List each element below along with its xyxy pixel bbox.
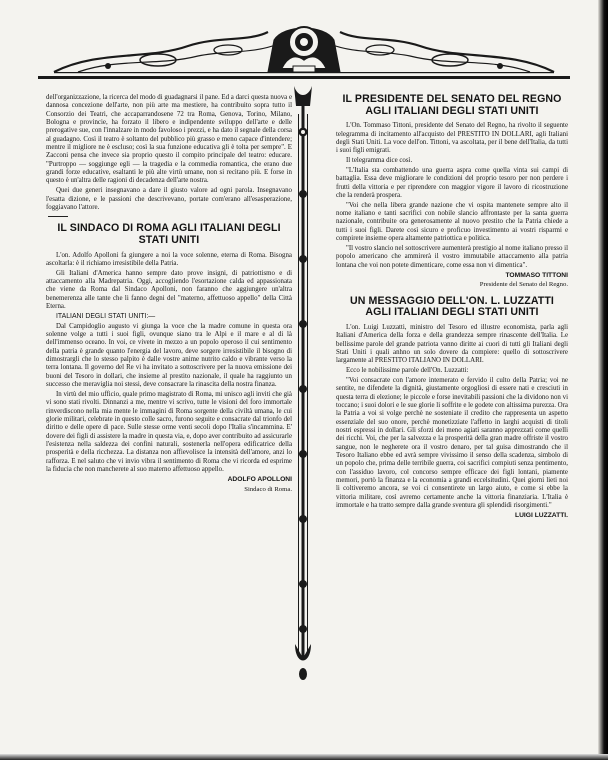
mayor-role: Sindaco di Roma. [244, 485, 292, 493]
left-column [46, 94, 292, 496]
right-column [336, 94, 568, 522]
senate-headline: IL PRESIDENTE DEL SENATO DEL REGNO AGLI ITALIANI DEGLI STATI UNITI [342, 93, 562, 117]
mayor-salutation: ITALIANI DEGLI STATI UNITI:— [56, 312, 156, 320]
page-edge-shadow [598, 0, 608, 760]
mayor-headline: IL SINDACO DI ROMA AGLI ITALIANI DEGLI STATI UNITI [57, 222, 281, 246]
header-ornament [38, 20, 570, 88]
mayor-letter-paragraph: In virtù del mio ufficio, quale primo magistrato di Roma, mi unisco agli inviti che già vi sono stati rivolti. Dinnanzi a me, mentre vi scrivo, tutte le visioni del foro immortale rinverdiscono nella mia mente le immagini di Roma sorgente della civiltà umana, le cui glorie militari, celebrate in questo colle sacro, furono seguite e consacrate dal trionfo del diritto e delle opere di pace. Sulle stesse orme venti secoli dopo l'Italia s'incammina. E' dovere dei figli di assistere la madre in questa via, e, dopo aver contribuito ad assicurarle l'esistenza nella saldezza dei confini naturali, sostenerla nell'opera edificatrice della prosperità e della ricchezza. La distanza non affievolisce la intensità dell'amore, anzi lo rafforza. E nel saluto che vi invio vibra il sentimento di Roma che vi ricorda ed esprime la fiducia che non mancherete al suo materno affettuoso appello. [46, 391, 292, 474]
page-edge-bottom [0, 754, 608, 760]
luzzatti-intro: L'on. Luigi Luzzatti, ministro del Tesoro ed illustre economista, parla agli Italiani d'America della forza e della grandezza sempre rinascente dell'Italia. Le bellissime parole del grande patriota vanno diritte ai cuori di tutti gli Italiani degli Stati Uniti i quali anhno un solo dovere da compiere: quello di sottoscrivere largamente al PRESTITO ITALIANO IN DOLLARI. [336, 323, 568, 365]
mayor-paragraph: L'on. Adolfo Apolloni fa giungere a noi la voce solenne, eterna di Roma. Bisogna ascoltarla: è il richiamo irresistibile della Patria. [46, 251, 292, 267]
senate-intro: L'On. Tommaso Tittoni, presidente del Senato del Regno, ha rivolto il seguente telegramma di incitamento all'acquisto del PRESTITO IN DOLLARI, agli Italiani degli Stati Uniti. La voce dell'on. Tittoni, va ascoltata, per il bene dell'Italia, da tutti i suoi figli emigrati. [336, 122, 568, 155]
mayor-letter-paragraph: Dal Campidoglio augusto vi giunga la voce che la madre comune in questa ora solenne volge a tutti i suoi figli, ovunque siano tra le Alpi e il mare e al di là dell'immenso oceano. In voi, ce vivete in mezzo a un popolo operoso il cui sentimento della patria è grande quanto l'energia del lavoro, deve sorgere irresistibile il bisogno di dimostrargli che lo stesso palpito è dalle vostre anime nutrito caldo e vibrante verso la terra lontana. Il governo del Re vi ha invitato a sottoscrivere per la nuova emissione dei buoni del Tesoro in dollari, che insieme al prestito nazionale, il quale ha raggiunto un successo che meraviglia noi stessi, deve consacrare la rinascita della nostra finanza. [46, 322, 292, 389]
mayor-paragraph: Gli Italiani d'America hanno sempre dato prove insigni, di patriottismo e di attaccamento alla Madrepatria. Oggi, accogliendo l'esortazione calda ed appassionata che viene da Roma dal Sindaco Apolloni, non faranno che aggiungere un'altra benemerenza alle tante che li fanno degni del "materno, affettuoso appello" della Città Eterna. [46, 269, 292, 311]
senate-telegram-paragraph: "L'Italia sta combattendo una guerra aspra come quella vinta sui campi di battaglia. Essa deve migliorare le condizioni del proprio tesoro per non perdere i frutti della vittoria e per riprendere con maggior vigore il lavoro di ricostruzione che la renderà prospera. [336, 166, 568, 199]
senate-telegram-paragraph: "Il vostro slancio nel sottoscrivere aumenterà prestigio al nome italiano presso il popolo americano che ammirerà il vostro immutabile attaccamento alla patria lontana che voi non potete dimenticare, come essa non vi dimentica". [336, 245, 568, 269]
luzzatti-signature: LUIGI LUZZATTI. [515, 511, 568, 519]
senate-telegram-intro: Il telegramma dice così. [346, 157, 413, 165]
mayor-signature: ADOLFO APOLLONI [227, 475, 292, 483]
intro-paragraph: Quei due generi insegnavano a dare il giusto valore ad ogni parola. Insegnavano l'esatta dizione, e le passioni che descrivevano, portate com'erano all'esasperazione, foggiavano l'attore. [46, 187, 292, 211]
senate-signature: TOMMASO TITTONI [505, 271, 568, 279]
section-rule [48, 216, 68, 217]
senate-telegram-paragraph: "Voi che nella libera grande nazione che vi ospita mantenete sempre alto il nome italiano e tanti sacrifici con nobile slancio affrontaste per la santa guerra nazionale, contribuite ora generosamente al nuovo prestito che la Patria chiede a tutti i suoi figli. Darete così sicuro e proficuo investimento ai vostri risparmi e compirete insieme opera altamente patriottica e politica. [336, 201, 568, 243]
luzzatti-message: "Voi consacrate con l'amore intemerato e fervido il culto della Patria; voi ne sentite, ne difendete la dignità, giustamente orgogliosi di essere nati e cresciuti in questa terra di elezione; le piccole e forse inevitabili passioni che la dividono non vi toccano; i suoi dolori e le sue glorie li soffrite e le godete con altissima purezza. Ora la Patria a voi si volge perchè ne sosteniate il credito che rappresenta un aspetto essenziale del suo onore, perchè monetizziate l'affetto in larghi acquisti di titoli nostri espressi in dollari. Gli sforzi dei meno agiati saranno apprezzati come quelli dei ricchi. Voi, che per la salvezza e la prosperità della gran madre offriste il vostro sangue, non le negherete ora il vostro denaro, per tal guisa dimostrando che il Tesoro Italiano ebbe ed avrà sempre vivissimo il senso della scadenza, simbolo di un popolo che, prima delle terribile guerra, coi sacrifici compiuti senza pentimento, con l'assiduo lavoro, col concorso sempre efficace dei figli lontani, piamente memori, portò la finanza e la economia a grandi eccelsitudini. Quei giorni lieti noi li coltiveremo ancora, se voi ci consentirete un largo aiuto, e come si ebbe la vittoria militare, così avremo certamente anche la vittoria finanziaria. L'Italia è immortale e ha tratto sempre dalla grande sventura gli splendidi risorgimenti." [336, 376, 568, 510]
luzzatti-lead: Ecco le nobilissime parole dell'On. Luzzatti: [346, 367, 469, 375]
senate-role: Presidente del Senato del Regno. [479, 281, 568, 289]
intro-paragraph: dell'organizzazione, la ricerca del modo di guadagnarsi il pane. Ed a darci questa nuova e dannosa concezione dell'arte, non più arte ma mestiere, ha contribuito sopra tutto il Consorzio dei Teatri, che accaparrandosene 72 tra Roma, Genova, Torino, Milano, Bologna e provincie, ha forzato il libero e indipendente sviluppo dell'arte e delle prerogative sue, con l'innalzare in modo favoloso i prezzi, e ha dato il segnale della corsa al guadagno. Così il teatro è soltanto del pubblico più grasso e meno capace d'intendere; mentre il migliore ne è escluso; così la sua funzione educativa gli è tolta per sempre". E Zacconi pensa che invece sia proprio questo il compito principale del teatro: educare. "Purtroppo — soggiunge egli — la tragedia e la commedia romantica, che erano due grandi forze educative, esaltanti le più alte virtù umane, non si recitano più. E forse in questo è un'altra delle ragioni di decadenza dell'arte nostra. [46, 94, 293, 185]
luzzatti-headline: UN MESSAGGIO DELL'ON. L. LUZZATTI AGLI ITALIANI DEGLI STATI UNITI [350, 294, 554, 319]
column-divider-ornament [292, 84, 314, 684]
